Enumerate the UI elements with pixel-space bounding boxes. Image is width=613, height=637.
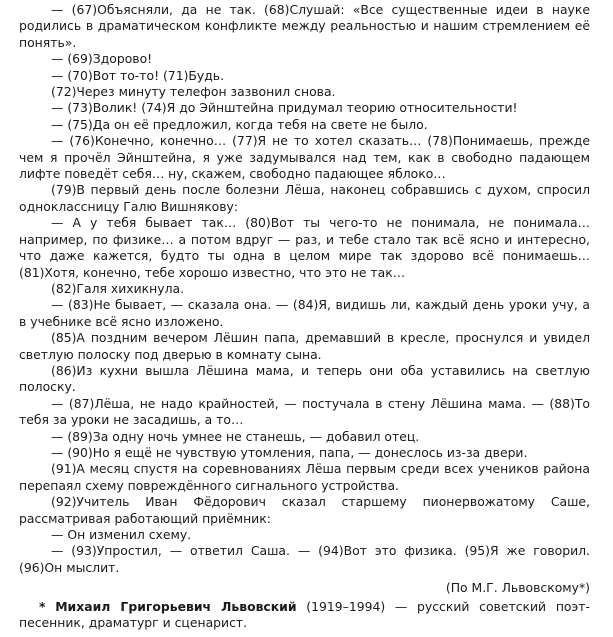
paragraph-80-81: — А у тебя бывает так… (80)Вот ты чего-то не понимала, не понимала… например, по физике… а потом вдруг — раз, и тебе стало так всё ясно и интересно, что даже кажется, будто ты одна в целом мире так здорово всё понимаешь… (81)Хотя, конечно, тебе хорошо известно, что это не так… <box>19 215 590 280</box>
paragraph-85: (85)А поздним вечером Лёшин папа, дремавший в кресле, проснулся и увидел светлую полоску под дверью в комнату сына. <box>19 330 590 362</box>
footnote-author-name: Михаил Григорьевич Львовский <box>55 598 297 614</box>
footnote-star: * <box>39 598 46 614</box>
text-page <box>19 2 590 631</box>
paragraph-90: — (90)Но я ещё не чувствую утомления, папа, — донеслось из-за двери. <box>51 444 528 460</box>
footnote-text: (1919–1994) — русский советский поэт-песенник, драматург и сценарист. <box>19 598 590 631</box>
paragraph-72: (72)Через минуту телефон зазвонил снова. <box>51 84 336 100</box>
author-footnote <box>19 599 590 632</box>
paragraph-69: — (69)Здорово! <box>51 51 153 67</box>
paragraph-76-78: — (76)Конечно, конечно… (77)Я не то хотел сказать… (78)Понимаешь, прежде чем я прочёл Эйнштейна, я уже задумывался над тем, как в свободно падающем лифте поведёт себя… ну, скажем, свободно падающее яблоко… <box>19 133 590 182</box>
paragraph-79: (79)В первый день после болезни Лёша, наконец собравшись с духом, спросил одноклассницу Галю Вишнякову: <box>19 182 590 214</box>
paragraph-73-74: — (73)Волик! (74)Я до Эйнштейна придумал теорию относительности! <box>51 100 518 116</box>
paragraph-87-88: — (87)Лёша, не надо крайностей, — постучала в стену Лёшина мама. — (88)То тебя за уроки не засадишь, а то… <box>19 395 590 428</box>
paragraph-93-96: — (93)Упростил, — ответил Саша. — (94)Вот это физика. (95)Я же говорил. (96)Он мыслит. <box>19 543 590 575</box>
paragraph-75: — (75)Да он её предложил, когда тебя на свете не было. <box>51 116 428 132</box>
paragraph-67-68: — (67)Объясняли, да не так. (68)Слушай: «Все существенные идеи в науке родились в драматическом конфликте между реальностью и нашим стремлением её понять». <box>19 2 590 50</box>
paragraph-91: (91)А месяц спустя на соревнованиях Лёша первым среди всех учеников района перепаял схему повреждённого сигнального устройства. <box>19 461 590 493</box>
paragraph-82: (82)Галя хихикнула. <box>51 280 185 296</box>
paragraph-70-71: — (70)Вот то-то! (71)Будь. <box>51 67 225 83</box>
paragraph-changed-scheme: — Он изменил схему. <box>51 527 192 542</box>
paragraph-86: (86)Из кухни вышла Лёшина мама, и теперь они оба уставились на светлую полоску. <box>19 362 590 395</box>
paragraph-89: — (89)За одну ночь умнее не станешь, — добавил отец. <box>51 428 420 444</box>
paragraph-92: (92)Учитель Иван Фёдорович сказал старшему пионервожатому Саше, рассматривая работающий приёмник: <box>19 494 590 526</box>
source-attribution: (По М.Г. Львовскому*) <box>445 580 590 596</box>
paragraph-83-84: — (83)Не бывает, — сказала она. — (84)Я, видишь ли, каждый день уроки учу, а в учебнике всё ясно изложено. <box>19 297 590 329</box>
